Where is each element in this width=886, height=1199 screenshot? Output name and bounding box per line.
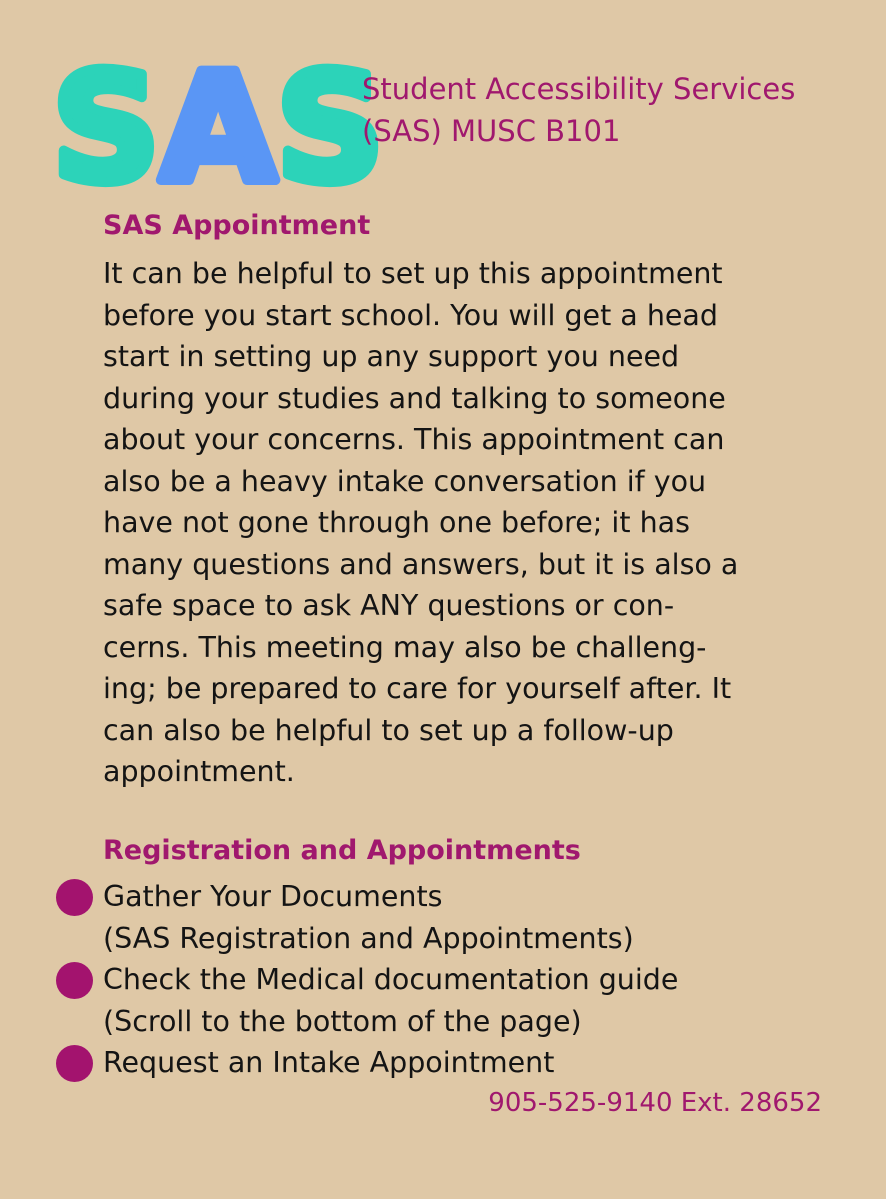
paragraph-line: It can be helpful to set up this appointment <box>103 257 723 290</box>
paragraph-line: safe space to ask ANY questions or con- <box>103 589 675 622</box>
sas-logo <box>52 42 385 216</box>
step-label: Gather Your Documents <box>103 880 443 913</box>
step-gather-documents <box>52 876 852 959</box>
paragraph-line: about your concerns. This appointment can <box>103 423 725 456</box>
appointment-description <box>103 253 823 793</box>
paragraph-line: many questions and answers, but it is also a <box>103 547 739 581</box>
office-header <box>362 68 795 152</box>
bullet-dot-icon <box>56 1045 93 1082</box>
bullet-dot-icon <box>56 879 93 916</box>
logo-wordmark: SAS <box>52 42 385 216</box>
paragraph-line: start in setting up any support you need <box>103 340 680 373</box>
paragraph-line: before you start school. You will get a head <box>103 298 718 332</box>
step-note: (SAS Registration and Appointments) <box>103 921 634 955</box>
office-name: Student Accessibility Services <box>362 72 796 106</box>
paragraph-line: cerns. This meeting may also be challeng- <box>103 630 707 664</box>
paragraph-line: have not gone through one before; it has <box>103 506 690 539</box>
paragraph-line: appointment. <box>103 755 295 788</box>
phone-number: 905-525-9140 Ext. 28652 <box>488 1088 822 1118</box>
paragraph-line: can also be helpful to set up a follow-up <box>103 713 674 747</box>
step-note: (Scroll to the bottom of the page) <box>103 1004 582 1038</box>
registration-steps <box>52 876 852 1084</box>
office-location: (SAS) MUSC B101 <box>362 114 621 148</box>
appointment-heading: SAS Appointment <box>103 210 371 241</box>
step-request-intake <box>52 1042 852 1084</box>
paragraph-line: ing; be prepared to care for yourself after. It <box>103 672 732 705</box>
registration-heading: Registration and Appointments <box>103 835 581 866</box>
paragraph-line: during your studies and talking to someone <box>103 381 726 415</box>
step-label: Request an Intake Appointment <box>103 1046 555 1079</box>
step-label: Check the Medical documentation guide <box>103 963 679 996</box>
step-check-medical-guide <box>52 959 852 1042</box>
bullet-dot-icon <box>56 962 93 999</box>
paragraph-line: also be a heavy intake conversation if you <box>103 464 707 498</box>
